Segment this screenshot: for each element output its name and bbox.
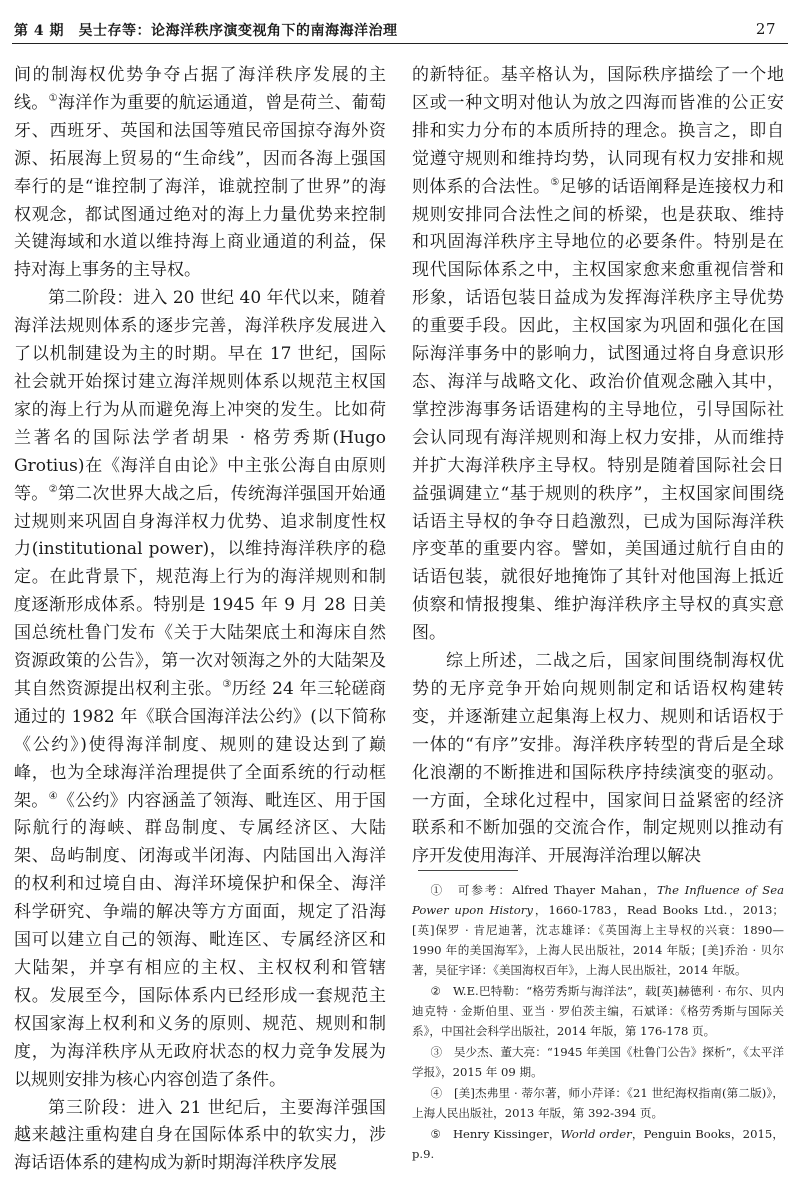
text-run: 第二次世界大战之后，传统海洋强国开始通过规则来巩固自身海洋权力优势、追求制度性权力(institutional power)，以维持海洋秩序的稳定。在此背景下，规范海上行为的海洋规则和制度逐渐形成体系。特别是 1945 年 9 月 28 日美国总统杜鲁门发布《关于大陆架底土和海床自然资源政策的公告》，第一次对领海之外的大陆架及其自然资源提出权利主张。 xyxy=(14,483,387,699)
paragraph-stage-three: 第三阶段：进入 21 世纪后，主要海洋强国越来越注重构建自身在国际体系中的软实力，涉海话语体系的建构成为新时期海洋秩序发展 xyxy=(14,1097,386,1174)
running-header xyxy=(12,18,788,44)
page-number: 27 xyxy=(755,20,776,38)
text-run: ，Penguin Books，2015，p.9. xyxy=(412,1127,784,1161)
paragraph-summary: 综上所述，二战之后，国家间围绕制海权优势的无序竞争开始向规则制定和话语权构建转变，并逐渐建立起集海上权力、规则和话语权于一体的“有序”安排。海洋秩序转型的背后是全球化浪潮的不断推进和国际秩序持续演变的驱动。一方面，全球化过程中，国家间日益紧密的经济联系和不断加强的交流合作，制定规则以推动有序开发使用海洋、开展海洋治理以解决 xyxy=(412,651,784,867)
text-run: 足够的话语阐释是连接权力和规则安排同合法性之间的桥梁，也是获取、维持和巩固海洋秩序主导地位的必要条件。特别是在现代国际体系之中，主权国家愈来愈重视信誉和形象，话语包装日益成为发挥海洋秩序主导优势的重要手段。因此，主权国家为巩固和强化在国际海洋事务中的影响力，试图通过将自身意识形态、海洋与战略文化、政治价值观念融入其中，掌控涉海事务话语建构的主导地位，引导国际社会认同现有海洋规则和海上权力安排，从而维持并扩大海洋秩序主导权。特别是随着国际社会日益强调建立“基于规则的秩序”，主权国家间围绕话语主导权的争夺日趋激烈，已成为国际海洋秩序变革的重要内容。譬如，美国通过航行自由的话语包装，就很好地掩饰了其针对他国海上抵近侦察和情报搜集、维护海洋秩序主导权的真实意图。 xyxy=(412,176,785,644)
footnote-4: ④ [美]杰弗里 · 蒂尔著，师小芹译：《21 世纪海权指南(第二版)》，上海人民出版社，2013 年版，第 392-394 页。 xyxy=(412,1086,784,1120)
paragraph-continued-right xyxy=(412,62,784,648)
text-run: ，1660-1783，Read Books Ltd.，2013；[英]保罗 · 肯尼迪著，沈志雄译：《英国海上主导权的兴衰：1890—1990 年的美国海军》，上海人民出版社，2014 年版；[美]乔治 · 贝尔著，吴征宇译：《美国海权百年》，上海人民出版社，2014 年版。 xyxy=(412,903,784,977)
right-column xyxy=(412,62,785,867)
footnote-divider xyxy=(418,870,518,871)
footnote-2: ② W.E.巴特勒：“格劳秀斯与海洋法”，载[英]赫德利 · 布尔、贝内迪克特 · 金斯伯里、亚当 · 罗伯茨主编，石斌译：《格劳秀斯与国际关系》，中国社会科学出版社，2014 年版，第 176-178 页。 xyxy=(412,984,784,1038)
book-title: The Influence of Sea Power upon History xyxy=(412,883,784,917)
text-run: 第二阶段：进入 20 世纪 40 年代以来，随着海洋法规则体系的逐步完善，海洋秩序发展进入了以机制建设为主的时期。早在 17 世纪，国际社会就开始探讨建立海洋规则体系以规范主权国家的海上行为从而避免海上冲突的发生。比如荷兰著名的国际法学者胡果 · 格劳秀斯(Hugo Grotius)在《海洋自由论》中主张公海自由原则等。 xyxy=(14,288,386,504)
footnote-ref-1[interactable]: ① xyxy=(48,92,58,104)
paragraph-stage-two xyxy=(14,285,386,1094)
footnote-3: ③ 吴少杰、董大亮：“1945 年美国《杜鲁门公告》探析”，《太平洋学报》，2015 年 09 期。 xyxy=(412,1045,784,1079)
text-run: 海洋作为重要的航运通道，曾是荷兰、葡萄牙、西班牙、英国和法国等殖民帝国掠夺海外资源、拓展海上贸易的“生命线”，因而各海上强国奉行的是“谁控制了海洋，谁就控制了世界”的海权观念，都试图通过绝对的海上力量优势来控制关键海域和水道以维持海上商业通道的利益，保持对海上事务的主导权。 xyxy=(14,92,387,281)
text-run: 《公约》内容涵盖了领海、毗连区、用于国际航行的海峡、群岛制度、专属经济区、大陆架、岛屿制度、闭海或半闭海、内陆国出入海洋的权利和过境自由、海洋环境保护和保全、海洋科学研究、争端的解决等方方面面，规定了沿海国可以建立自己的领海、毗连区、专属经济区和大陆架，并享有相应的主权、主权权利和管辖权。发展至今，国际体系内已经形成一套规范主权国家海上权利和义务的原则、规范、规则和制度，为海洋秩序从无政府状态的权力竞争发展为以规则安排为核心内容创造了条件。 xyxy=(14,790,387,1090)
text-run: 的新特征。基辛格认为，国际秩序描绘了一个地区或一种文明对他认为放之四海而皆准的公正安排和实力分布的本质所持的理念。换言之，即自觉遵守规则和维持均势，认同现有权力安排和规则体系的合法性。 xyxy=(412,65,784,197)
text-run: 历经 24 年三轮磋商通过的 1982 年《联合国海洋法公约》(以下简称《公约》)使得海洋制度、规则的建设达到了巅峰，也为全球海洋治理提供了全面系统的行动框架。 xyxy=(14,678,386,811)
text-run: ⑤ Henry Kissinger， xyxy=(430,1127,561,1141)
footnote-ref-2[interactable]: ② xyxy=(48,483,58,495)
footnote-5 xyxy=(412,1124,784,1164)
footnote-ref-3[interactable]: ③ xyxy=(222,678,232,690)
text-run: 间的制海权优势争夺占据了海洋秩序发展的主线。 xyxy=(14,65,386,113)
footnotes xyxy=(412,880,784,1165)
footnote-ref-4[interactable]: ④ xyxy=(48,790,58,802)
footnote-1 xyxy=(412,880,784,980)
journal-issue-title: 第 4 期 吴士存等：论海洋秩序演变视角下的南海海洋治理 xyxy=(14,23,398,39)
left-column xyxy=(14,62,386,1187)
footnote-ref-5[interactable]: ⑤ xyxy=(550,176,560,188)
text-run: ① 可参考：Alfred Thayer Mahan， xyxy=(430,883,657,897)
book-title: World order xyxy=(560,1127,632,1141)
paragraph-continued xyxy=(14,62,386,285)
